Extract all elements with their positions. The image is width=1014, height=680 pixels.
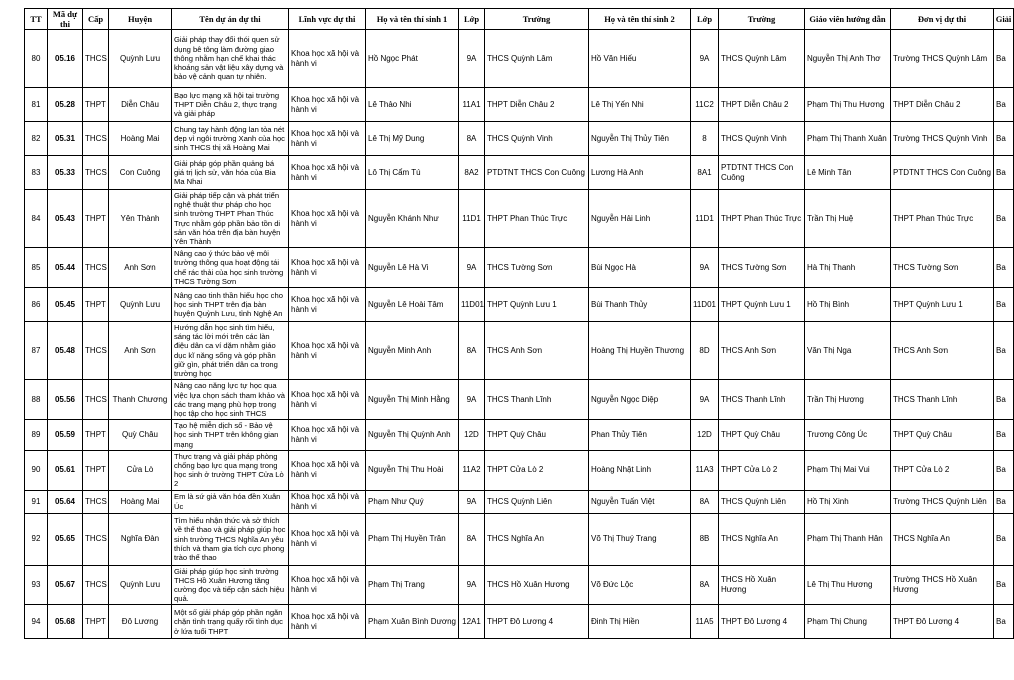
project-code-cell: 05.28	[48, 88, 83, 122]
project-code-cell: 05.43	[48, 190, 83, 248]
student-1-name-cell: Phạm Thị Huyền Trân	[366, 513, 459, 565]
table-row	[25, 156, 1014, 190]
project-name-cell: Tìm hiểu nhận thức và sở thích về thể thao và giải pháp giúp học sinh trường THCS Nghĩa An yêu thích và tham gia tích cực phong trào thể thao	[172, 513, 289, 565]
header-cell: Trường	[719, 9, 805, 30]
student-2-class-cell: 8A	[691, 565, 719, 605]
header-cell: Trường	[485, 9, 589, 30]
student-2-school-cell: THCS Tường Sơn	[719, 248, 805, 288]
table-row	[25, 420, 1014, 451]
row-number-cell: 81	[25, 88, 48, 122]
project-name-cell: Em là sứ giả văn hóa đền Xuân Úc	[172, 490, 289, 513]
table-row	[25, 288, 1014, 322]
student-1-name-cell: Nguyễn Thị Quỳnh Anh	[366, 420, 459, 451]
student-2-school-cell: THCS Quỳnh Vinh	[719, 122, 805, 156]
student-1-school-cell: THCS Anh Sơn	[485, 322, 589, 380]
project-name-cell: Một số giải pháp góp phần ngăn chặn tình trạng quấy rối tình dục ở lứa tuổi THPT	[172, 605, 289, 639]
row-number-cell: 86	[25, 288, 48, 322]
row-number-cell: 84	[25, 190, 48, 248]
level-cell: THCS	[83, 122, 109, 156]
level-cell: THCS	[83, 248, 109, 288]
field-cell: Khoa học xã hội và hành vi	[289, 88, 366, 122]
student-1-school-cell: THPT Quỳnh Lưu 1	[485, 288, 589, 322]
row-number-cell: 93	[25, 565, 48, 605]
table-row	[25, 88, 1014, 122]
district-cell: Quỳnh Lưu	[109, 288, 172, 322]
student-2-class-cell: 8B	[691, 513, 719, 565]
project-code-cell: 05.33	[48, 156, 83, 190]
unit-cell: Trường THCS Quỳnh Vinh	[891, 122, 994, 156]
project-name-cell: Nâng cao tinh thần hiếu học cho học sinh THPT trên địa bàn huyện Quỳnh Lưu, tỉnh Nghệ An	[172, 288, 289, 322]
field-cell: Khoa học xã hội và hành vi	[289, 190, 366, 248]
row-number-cell: 87	[25, 322, 48, 380]
table-row	[25, 30, 1014, 88]
student-1-class-cell: 9A	[459, 380, 485, 420]
student-1-class-cell: 8A	[459, 322, 485, 380]
row-number-cell: 83	[25, 156, 48, 190]
project-name-cell: Chung tay hành động lan tỏa nét đẹp vì ngôi trường Xanh của học sinh THCS thị xã Hoàng Mai	[172, 122, 289, 156]
teacher-cell: Phạm Thị Thu Hương	[805, 88, 891, 122]
unit-cell: THPT Đô Lương 4	[891, 605, 994, 639]
prize-cell: Ba	[994, 30, 1014, 88]
row-number-cell: 80	[25, 30, 48, 88]
prize-cell: Ba	[994, 288, 1014, 322]
student-1-class-cell: 11A1	[459, 88, 485, 122]
student-1-name-cell: Phạm Như Quý	[366, 490, 459, 513]
project-code-cell: 05.56	[48, 380, 83, 420]
student-1-name-cell: Nguyễn Minh Anh	[366, 322, 459, 380]
student-2-school-cell: THPT Diễn Châu 2	[719, 88, 805, 122]
student-1-name-cell: Nguyễn Lê Hoài Tâm	[366, 288, 459, 322]
student-2-school-cell: THPT Quỳ Châu	[719, 420, 805, 451]
student-1-school-cell: PTDTNT THCS Con Cuông	[485, 156, 589, 190]
student-1-class-cell: 8A2	[459, 156, 485, 190]
level-cell: THPT	[83, 605, 109, 639]
teacher-cell: Lê Thị Thu Hương	[805, 565, 891, 605]
unit-cell: THPT Cửa Lò 2	[891, 450, 994, 490]
district-cell: Hoàng Mai	[109, 122, 172, 156]
student-1-school-cell: THPT Đô Lương 4	[485, 605, 589, 639]
student-2-name-cell: Nguyễn Hải Linh	[589, 190, 691, 248]
student-2-class-cell: 9A	[691, 380, 719, 420]
student-2-name-cell: Bùi Ngọc Hà	[589, 248, 691, 288]
field-cell: Khoa học xã hội và hành vi	[289, 156, 366, 190]
student-2-school-cell: THCS Hồ Xuân Hương	[719, 565, 805, 605]
student-2-name-cell: Hồ Văn Hiếu	[589, 30, 691, 88]
student-1-name-cell: Nguyễn Thị Thu Hoài	[366, 450, 459, 490]
student-2-class-cell: 8D	[691, 322, 719, 380]
student-1-school-cell: THCS Hồ Xuân Hương	[485, 565, 589, 605]
student-1-name-cell: Lô Thị Cẩm Tú	[366, 156, 459, 190]
student-2-class-cell: 11A3	[691, 450, 719, 490]
district-cell: Nghĩa Đàn	[109, 513, 172, 565]
student-1-school-cell: THPT Phan Thúc Trực	[485, 190, 589, 248]
student-2-school-cell: THPT Quỳnh Lưu 1	[719, 288, 805, 322]
student-2-name-cell: Đinh Thị Hiền	[589, 605, 691, 639]
unit-cell: THPT Quỳ Châu	[891, 420, 994, 451]
header-cell: TT	[25, 9, 48, 30]
project-name-cell: Giải pháp góp phần quảng bá giá trị lịch sử, văn hóa của Bia Ma Nhai	[172, 156, 289, 190]
table-row	[25, 248, 1014, 288]
student-2-class-cell: 11C2	[691, 88, 719, 122]
district-cell: Anh Sơn	[109, 322, 172, 380]
table-row	[25, 605, 1014, 639]
teacher-cell: Hà Thị Thanh	[805, 248, 891, 288]
header-cell: Huyện	[109, 9, 172, 30]
prize-cell: Ba	[994, 420, 1014, 451]
student-2-school-cell: THCS Thanh Lĩnh	[719, 380, 805, 420]
student-2-name-cell: Phan Thủy Tiên	[589, 420, 691, 451]
student-1-school-cell: THCS Thanh Lĩnh	[485, 380, 589, 420]
field-cell: Khoa học xã hội và hành vi	[289, 248, 366, 288]
student-2-class-cell: 8A1	[691, 156, 719, 190]
student-2-school-cell: THPT Đô Lương 4	[719, 605, 805, 639]
header-cell: Lĩnh vực dự thi	[289, 9, 366, 30]
student-1-name-cell: Nguyễn Khánh Như	[366, 190, 459, 248]
field-cell: Khoa học xã hội và hành vi	[289, 288, 366, 322]
header-cell: Mã dự thi	[48, 9, 83, 30]
student-2-class-cell: 9A	[691, 30, 719, 88]
level-cell: THCS	[83, 565, 109, 605]
teacher-cell: Văn Thị Nga	[805, 322, 891, 380]
teacher-cell: Phạm Thị Thanh Xuân	[805, 122, 891, 156]
student-1-class-cell: 9A	[459, 490, 485, 513]
student-1-name-cell: Lê Thảo Nhi	[366, 88, 459, 122]
student-2-name-cell: Nguyễn Ngọc Diệp	[589, 380, 691, 420]
header-cell: Đơn vị dự thi	[891, 9, 994, 30]
district-cell: Quỳnh Lưu	[109, 565, 172, 605]
district-cell: Đô Lương	[109, 605, 172, 639]
field-cell: Khoa học xã hội và hành vi	[289, 513, 366, 565]
student-2-school-cell: THCS Quỳnh Liên	[719, 490, 805, 513]
unit-cell: THCS Tường Sơn	[891, 248, 994, 288]
district-cell: Thanh Chương	[109, 380, 172, 420]
student-2-class-cell: 9A	[691, 248, 719, 288]
teacher-cell: Phạm Thị Thanh Hân	[805, 513, 891, 565]
district-cell: Yên Thành	[109, 190, 172, 248]
project-name-cell: Hướng dẫn học sinh tìm hiểu, sáng tác lời mới trên các làn điệu dân ca ví dặm nhằm giáo dục kĩ năng sống và góp phần giữ gìn, phát triển dân ca trong trường học	[172, 322, 289, 380]
student-2-class-cell: 8	[691, 122, 719, 156]
project-name-cell: Giải pháp thay đổi thói quen sử dụng bê tông làm đường giao thông nhằm hạn chế khai thác khoáng sản vật liệu xây dựng và bảo vệ cảnh quan tự nhiên.	[172, 30, 289, 88]
unit-cell: THPT Quỳnh Lưu 1	[891, 288, 994, 322]
level-cell: THPT	[83, 190, 109, 248]
student-1-class-cell: 8A	[459, 122, 485, 156]
student-2-school-cell: THCS Nghĩa An	[719, 513, 805, 565]
header-cell: Giải	[994, 9, 1014, 30]
field-cell: Khoa học xã hội và hành vi	[289, 322, 366, 380]
district-cell: Hoàng Mai	[109, 490, 172, 513]
prize-cell: Ba	[994, 122, 1014, 156]
student-1-school-cell: THCS Quỳnh Vinh	[485, 122, 589, 156]
teacher-cell: Trần Thị Huệ	[805, 190, 891, 248]
teacher-cell: Trương Công Úc	[805, 420, 891, 451]
project-name-cell: Nâng cao năng lực tự học qua việc lựa chọn sách tham khảo và các trang mạng phù hợp trong học tập cho học sinh THCS	[172, 380, 289, 420]
student-1-class-cell: 12A1	[459, 605, 485, 639]
student-2-school-cell: THCS Quỳnh Lâm	[719, 30, 805, 88]
unit-cell: Trường THCS Quỳnh Lâm	[891, 30, 994, 88]
prize-cell: Ba	[994, 490, 1014, 513]
student-1-name-cell: Phạm Thị Trang	[366, 565, 459, 605]
field-cell: Khoa học xã hội và hành vi	[289, 605, 366, 639]
row-number-cell: 92	[25, 513, 48, 565]
level-cell: THPT	[83, 450, 109, 490]
district-cell: Quỳnh Lưu	[109, 30, 172, 88]
student-2-name-cell: Lương Hà Anh	[589, 156, 691, 190]
teacher-cell: Phạm Thị Chung	[805, 605, 891, 639]
prize-cell: Ba	[994, 88, 1014, 122]
header-cell: Họ và tên thí sinh 2	[589, 9, 691, 30]
unit-cell: THPT Phan Thúc Trực	[891, 190, 994, 248]
project-code-cell: 05.61	[48, 450, 83, 490]
district-cell: Quỳ Châu	[109, 420, 172, 451]
student-2-class-cell: 11A5	[691, 605, 719, 639]
row-number-cell: 88	[25, 380, 48, 420]
student-1-class-cell: 8A	[459, 513, 485, 565]
table-body	[25, 30, 1014, 639]
student-1-name-cell: Nguyễn Lê Hà Vi	[366, 248, 459, 288]
project-code-cell: 05.16	[48, 30, 83, 88]
header-cell: Giáo viên hướng dẫn	[805, 9, 891, 30]
table-row	[25, 565, 1014, 605]
student-2-name-cell: Hoàng Thị Huyền Thương	[589, 322, 691, 380]
field-cell: Khoa học xã hội và hành vi	[289, 490, 366, 513]
district-cell: Cửa Lò	[109, 450, 172, 490]
table-row	[25, 190, 1014, 248]
student-1-school-cell: THCS Tường Sơn	[485, 248, 589, 288]
unit-cell: PTDTNT THCS Con Cuông	[891, 156, 994, 190]
project-code-cell: 05.31	[48, 122, 83, 156]
level-cell: THPT	[83, 288, 109, 322]
project-code-cell: 05.45	[48, 288, 83, 322]
prize-cell: Ba	[994, 450, 1014, 490]
row-number-cell: 90	[25, 450, 48, 490]
prize-cell: Ba	[994, 605, 1014, 639]
student-2-school-cell: THPT Cửa Lò 2	[719, 450, 805, 490]
prize-cell: Ba	[994, 322, 1014, 380]
level-cell: THCS	[83, 380, 109, 420]
student-1-name-cell: Lê Thị Mỹ Dung	[366, 122, 459, 156]
field-cell: Khoa học xã hội và hành vi	[289, 420, 366, 451]
prize-cell: Ba	[994, 513, 1014, 565]
student-1-class-cell: 11D01	[459, 288, 485, 322]
table-row	[25, 380, 1014, 420]
unit-cell: THCS Thanh Lĩnh	[891, 380, 994, 420]
student-2-class-cell: 8A	[691, 490, 719, 513]
student-2-school-cell: THCS Anh Sơn	[719, 322, 805, 380]
header-cell: Tên dự án dự thi	[172, 9, 289, 30]
student-1-class-cell: 12D	[459, 420, 485, 451]
prize-cell: Ba	[994, 156, 1014, 190]
student-1-class-cell: 11A2	[459, 450, 485, 490]
student-1-name-cell: Phạm Xuân Bình Dương	[366, 605, 459, 639]
student-1-school-cell: THPT Diễn Châu 2	[485, 88, 589, 122]
teacher-cell: Lê Minh Tân	[805, 156, 891, 190]
district-cell: Diễn Châu	[109, 88, 172, 122]
field-cell: Khoa học xã hội và hành vi	[289, 30, 366, 88]
level-cell: THCS	[83, 490, 109, 513]
student-1-class-cell: 9A	[459, 248, 485, 288]
project-code-cell: 05.65	[48, 513, 83, 565]
header-cell: Lớp	[459, 9, 485, 30]
row-number-cell: 82	[25, 122, 48, 156]
student-2-name-cell: Nguyễn Tuấn Việt	[589, 490, 691, 513]
level-cell: THPT	[83, 88, 109, 122]
project-code-cell: 05.44	[48, 248, 83, 288]
student-2-class-cell: 11D01	[691, 288, 719, 322]
level-cell: THCS	[83, 513, 109, 565]
teacher-cell: Nguyễn Thị Anh Thơ	[805, 30, 891, 88]
table-row	[25, 490, 1014, 513]
student-1-school-cell: THCS Quỳnh Liên	[485, 490, 589, 513]
student-2-school-cell: PTDTNT THCS Con Cuông	[719, 156, 805, 190]
level-cell: THCS	[83, 30, 109, 88]
header-cell: Cấp	[83, 9, 109, 30]
row-number-cell: 85	[25, 248, 48, 288]
prize-cell: Ba	[994, 248, 1014, 288]
student-1-school-cell: THPT Quỳ Châu	[485, 420, 589, 451]
table-row	[25, 322, 1014, 380]
district-cell: Anh Sơn	[109, 248, 172, 288]
project-name-cell: Thực trạng và giải pháp phòng chống bạo lực qua mạng trong học sinh ở trường THPT Cửa Lò 2	[172, 450, 289, 490]
student-1-name-cell: Hồ Ngọc Phát	[366, 30, 459, 88]
table-row	[25, 122, 1014, 156]
row-number-cell: 91	[25, 490, 48, 513]
teacher-cell: Hồ Thị Xinh	[805, 490, 891, 513]
project-name-cell: Bạo lực mạng xã hội tại trường THPT Diễn Châu 2, thực trạng và giải pháp	[172, 88, 289, 122]
student-2-name-cell: Võ Đức Lộc	[589, 565, 691, 605]
unit-cell: Trường THCS Hồ Xuân Hương	[891, 565, 994, 605]
level-cell: THPT	[83, 420, 109, 451]
project-name-cell: Giải pháp tiếp cận và phát triển nghệ thuật thư pháp cho học sinh trường THPT Phan Thúc Trực nhằm góp phần bảo tồn di sản văn hóa trên địa bàn huyện Yên Thành	[172, 190, 289, 248]
student-2-class-cell: 12D	[691, 420, 719, 451]
project-name-cell: Giải pháp giúp học sinh trường THCS Hồ Xuân Hương tăng cường đọc và tiếp cận sách hiệu quả.	[172, 565, 289, 605]
teacher-cell: Trần Thị Hương	[805, 380, 891, 420]
project-code-cell: 05.68	[48, 605, 83, 639]
row-number-cell: 94	[25, 605, 48, 639]
project-code-cell: 05.67	[48, 565, 83, 605]
student-1-school-cell: THPT Cửa Lò 2	[485, 450, 589, 490]
header-cell: Lớp	[691, 9, 719, 30]
student-2-name-cell: Nguyễn Thị Thủy Tiên	[589, 122, 691, 156]
student-2-name-cell: Võ Thị Thuý Trang	[589, 513, 691, 565]
project-code-cell: 05.48	[48, 322, 83, 380]
header-row	[25, 9, 1014, 30]
project-code-cell: 05.64	[48, 490, 83, 513]
student-2-name-cell: Bùi Thanh Thủy	[589, 288, 691, 322]
student-2-class-cell: 11D1	[691, 190, 719, 248]
unit-cell: THPT Diễn Châu 2	[891, 88, 994, 122]
project-code-cell: 05.59	[48, 420, 83, 451]
results-table	[24, 8, 1014, 639]
student-1-school-cell: THCS Quỳnh Lâm	[485, 30, 589, 88]
row-number-cell: 89	[25, 420, 48, 451]
header-cell: Họ và tên thí sinh 1	[366, 9, 459, 30]
project-name-cell: Tạo hệ miễn dịch số - Bảo vệ học sinh THPT trên không gian mạng	[172, 420, 289, 451]
student-1-class-cell: 9A	[459, 565, 485, 605]
project-name-cell: Nâng cao ý thức bảo vệ môi trường thông qua hoạt động tái chế rác thải của học sinh trường THCS Tường Sơn	[172, 248, 289, 288]
table-row	[25, 450, 1014, 490]
results-table-container	[24, 8, 1012, 639]
teacher-cell: Phạm Thị Mai Vui	[805, 450, 891, 490]
prize-cell: Ba	[994, 190, 1014, 248]
prize-cell: Ba	[994, 380, 1014, 420]
student-2-school-cell: THPT Phan Thúc Trực	[719, 190, 805, 248]
student-1-class-cell: 11D1	[459, 190, 485, 248]
teacher-cell: Hồ Thị Bình	[805, 288, 891, 322]
unit-cell: THCS Anh Sơn	[891, 322, 994, 380]
field-cell: Khoa học xã hội và hành vi	[289, 380, 366, 420]
field-cell: Khoa học xã hội và hành vi	[289, 450, 366, 490]
student-1-name-cell: Nguyễn Thị Minh Hằng	[366, 380, 459, 420]
level-cell: THCS	[83, 322, 109, 380]
level-cell: THCS	[83, 156, 109, 190]
district-cell: Con Cuông	[109, 156, 172, 190]
table-row	[25, 513, 1014, 565]
student-1-school-cell: THCS Nghĩa An	[485, 513, 589, 565]
unit-cell: Trường THCS Quỳnh Liên	[891, 490, 994, 513]
student-2-name-cell: Hoàng Nhật Linh	[589, 450, 691, 490]
student-2-name-cell: Lê Thị Yến Nhi	[589, 88, 691, 122]
unit-cell: THCS Nghĩa An	[891, 513, 994, 565]
prize-cell: Ba	[994, 565, 1014, 605]
field-cell: Khoa học xã hội và hành vi	[289, 565, 366, 605]
student-1-class-cell: 9A	[459, 30, 485, 88]
field-cell: Khoa học xã hội và hành vi	[289, 122, 366, 156]
